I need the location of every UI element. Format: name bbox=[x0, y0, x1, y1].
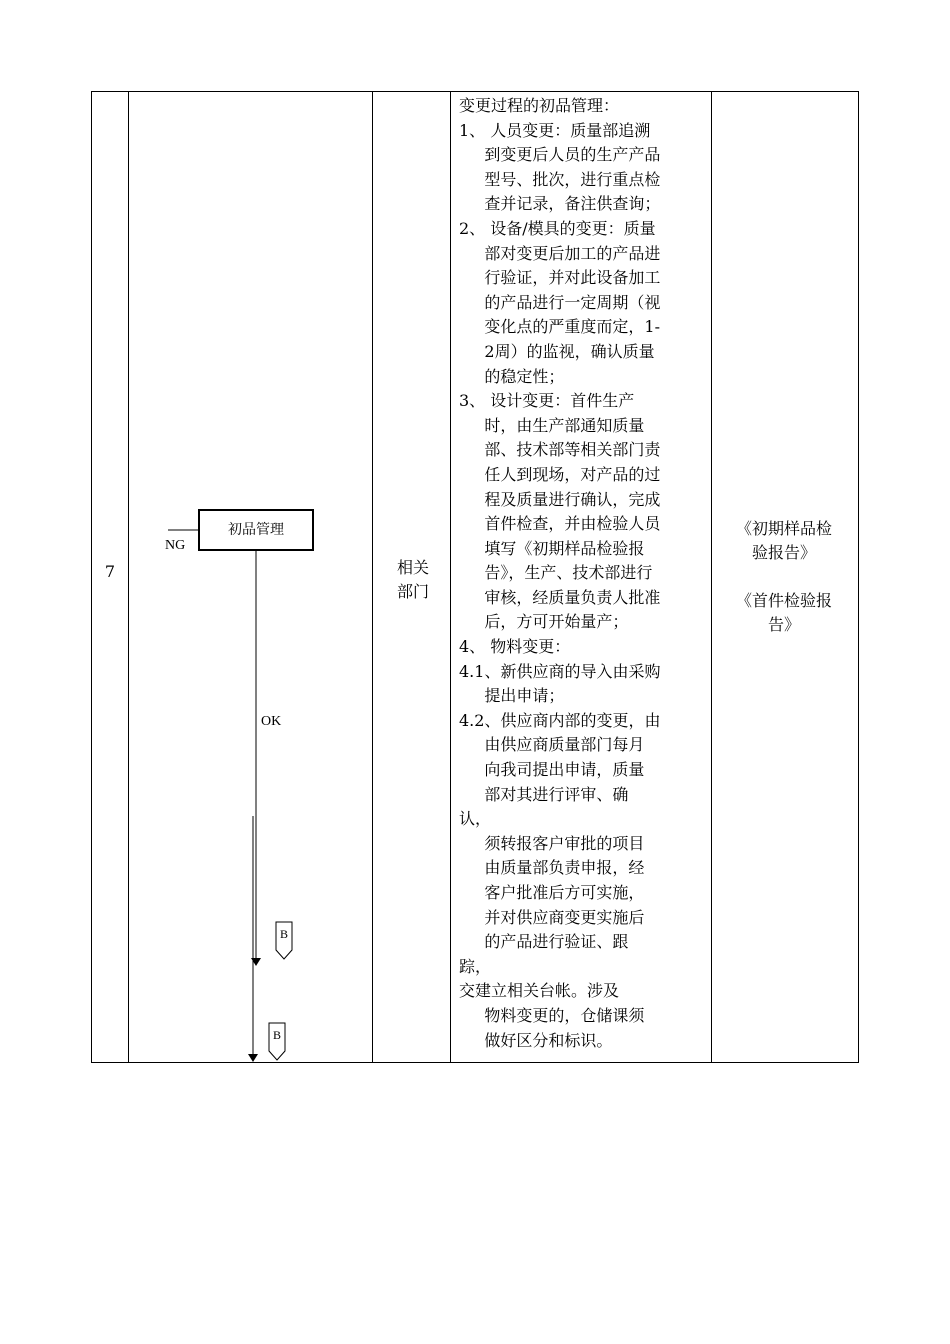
content-line: 由质量部负责申报，经 bbox=[459, 858, 645, 878]
content-line: 部对变更后加工的产品进 bbox=[459, 243, 661, 263]
process-table-row bbox=[91, 91, 859, 1063]
content-line: 变更过程的初品管理： bbox=[459, 96, 620, 115]
records-column bbox=[714, 517, 854, 637]
content-line: 部对其进行评审、确 bbox=[459, 784, 629, 804]
content-line: 3、 设计变更：首件生产 bbox=[459, 391, 635, 411]
department-line: 部门 bbox=[396, 582, 429, 601]
content-line: 的产品进行验证、跟 bbox=[459, 932, 629, 952]
content-line: 向我司提出申请，质量 bbox=[459, 760, 645, 780]
content-line: 4.1、新供应商的导入由采购 bbox=[459, 661, 661, 681]
record-line: 《初期样品检 bbox=[735, 519, 832, 538]
content-line: 2、 设备/模具的变更：质量 bbox=[459, 218, 656, 238]
department-line: 相关 bbox=[396, 558, 429, 577]
content-line: 告》，生产、技术部进行 bbox=[459, 563, 653, 583]
content-line: 查并记录，备注供查询； bbox=[459, 194, 661, 214]
content-line: 时，由生产部通知质量 bbox=[459, 415, 645, 435]
record-line: 《首件检验报 bbox=[735, 591, 832, 610]
content-line: 做好区分和标识。 bbox=[459, 1030, 613, 1050]
content-line: 行验证，并对此设备加工 bbox=[459, 268, 661, 288]
content-line: 交建立相关台帐。涉及 bbox=[459, 981, 620, 1001]
content-line: 程及质量进行确认，完成 bbox=[459, 489, 661, 509]
content-line: 4、 物料变更： bbox=[459, 637, 571, 657]
content-line: 踪， bbox=[459, 956, 492, 976]
record-line: 验报告》 bbox=[751, 543, 816, 562]
record-line: 告》 bbox=[767, 615, 800, 634]
content-line: 认， bbox=[459, 809, 492, 829]
content-line: 客户批准后方可实施， bbox=[459, 883, 645, 902]
content-line: 后，方可开始量产； bbox=[459, 612, 629, 632]
content-line: 审核，经质量负责人批准 bbox=[459, 587, 661, 607]
content-line: 部、技术部等相关部门责 bbox=[459, 440, 661, 460]
arrowhead-down-icon bbox=[248, 1054, 258, 1062]
content-line: 填写《初期样品检验报 bbox=[459, 538, 645, 558]
content-line: 提出申请； bbox=[459, 686, 565, 706]
content-line: 首件检查，并由检验人员 bbox=[459, 514, 661, 534]
flowchart bbox=[129, 92, 373, 1062]
content-line: 由供应商质量部门每月 bbox=[459, 735, 645, 755]
content-line: 4.2、供应商内部的变更，由 bbox=[459, 710, 661, 730]
column-divider bbox=[711, 92, 712, 1062]
content-line: 的稳定性； bbox=[459, 366, 565, 386]
content-line: 2周）的监视，确认质量 bbox=[459, 341, 655, 361]
content-line: 任人到现场，对产品的过 bbox=[459, 464, 661, 484]
content-line: 须转报客户审批的项目 bbox=[459, 833, 645, 853]
connector-label: B bbox=[279, 927, 288, 941]
row-number: 7 bbox=[104, 562, 116, 581]
content-line: 变化点的严重度而定，1- bbox=[459, 317, 661, 337]
content-line: 的产品进行一定周期（视 bbox=[459, 292, 661, 312]
responsible-department bbox=[374, 556, 452, 604]
content-line: 并对供应商变更实施后 bbox=[459, 907, 645, 927]
flow-lines bbox=[129, 92, 373, 1062]
ok-label: OK bbox=[261, 714, 282, 729]
content-line: 1、 人员变更：质量部追溯 bbox=[459, 120, 651, 140]
content-line: 物料变更的，仓储课须 bbox=[459, 1005, 645, 1025]
process-content bbox=[459, 94, 709, 1053]
content-line: 型号、批次，进行重点检 bbox=[459, 169, 661, 189]
connector-label: B bbox=[272, 1028, 281, 1042]
ng-label: NG bbox=[165, 538, 186, 553]
content-line: 到变更后人员的生产产品 bbox=[459, 145, 661, 165]
process-box-initial-product-management: 初品管理 bbox=[198, 509, 314, 551]
